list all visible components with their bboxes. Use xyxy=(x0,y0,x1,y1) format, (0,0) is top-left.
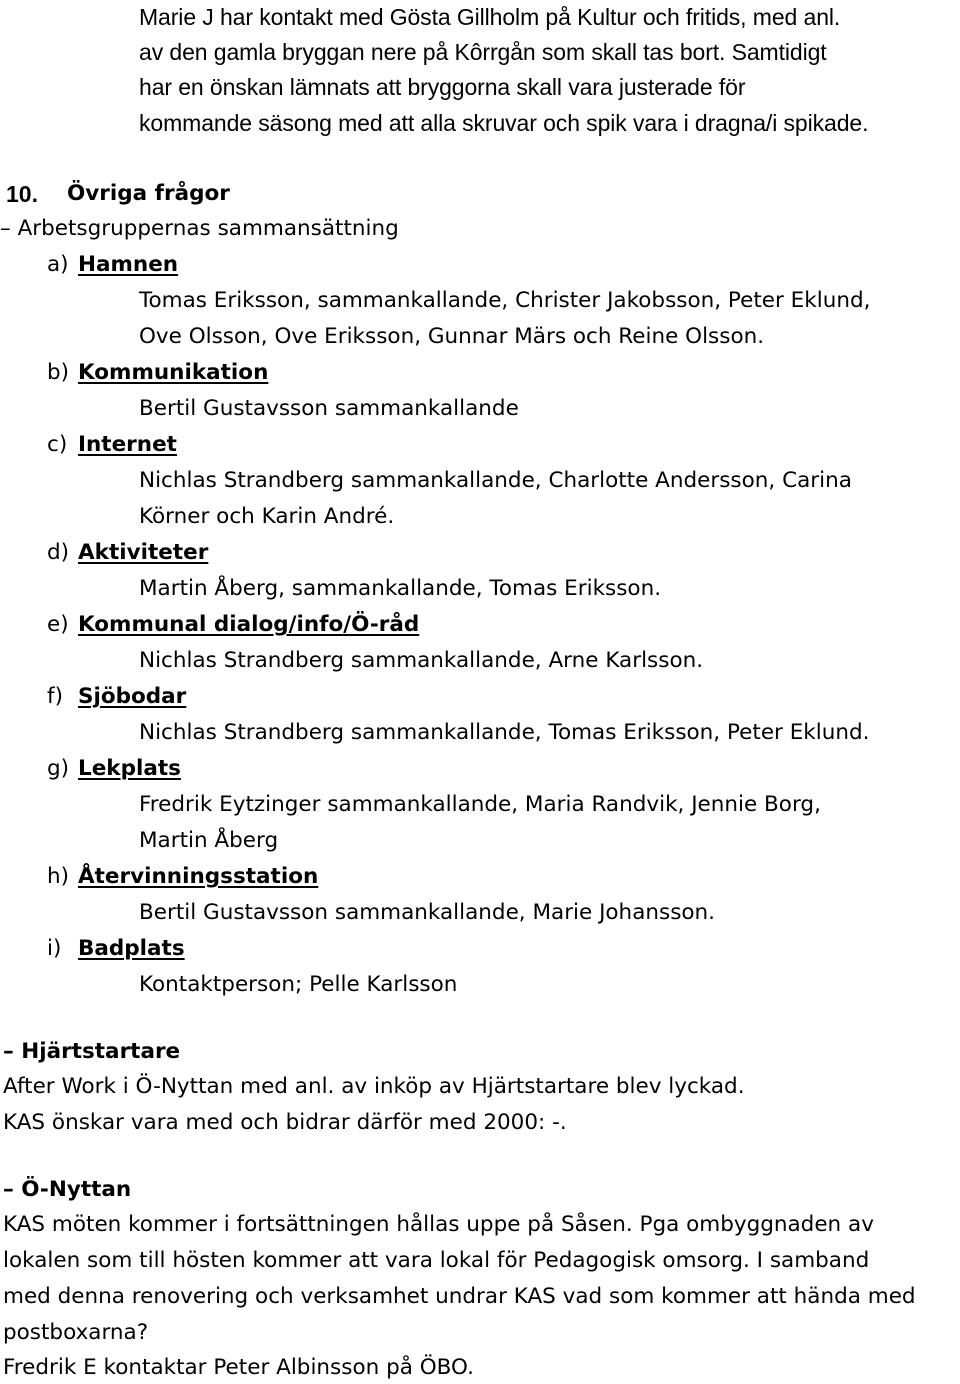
group-name-atervinningsstation: Återvinningsstation xyxy=(78,864,319,889)
group-members: Körner och Karin André. xyxy=(139,504,395,529)
group-letter: a) xyxy=(47,252,69,277)
onyttan-line: Fredrik E kontaktar Peter Albinsson på ÖBO. xyxy=(3,1355,474,1380)
section-title: Övriga frågor xyxy=(67,181,230,206)
group-letter: b) xyxy=(47,360,70,385)
group-name-kommunikation: Kommunikation xyxy=(78,360,269,385)
group-members: Nichlas Strandberg sammankallande, Charlotte Andersson, Carina xyxy=(139,468,852,493)
group-letter: c) xyxy=(47,432,68,457)
group-name-badplats: Badplats xyxy=(78,936,185,961)
section-number: 10. xyxy=(6,181,38,207)
group-members: Ove Olsson, Ove Eriksson, Gunnar Märs och Reine Olsson. xyxy=(139,324,765,349)
group-letter: f) xyxy=(47,684,63,709)
group-letter: e) xyxy=(47,612,69,637)
intro-line: Marie J har kontakt med Gösta Gillholm på Kultur och fritids, med anl. xyxy=(139,4,841,30)
intro-line: kommande säsong med att alla skruvar och spik vara i dragna/i spikade. xyxy=(139,110,869,136)
hjartstartare-line: After Work i Ö-Nyttan med anl. av inköp av Hjärtstartare blev lyckad. xyxy=(3,1074,745,1099)
intro-line: av den gamla bryggan nere på Kôrrgån som skall tas bort. Samtidigt xyxy=(139,39,827,65)
group-name-internet: Internet xyxy=(78,432,177,457)
group-name-sjobodar: Sjöbodar xyxy=(78,684,187,709)
group-letter: h) xyxy=(47,864,70,889)
section-subheading: – Arbetsgruppernas sammansättning xyxy=(0,216,399,241)
group-members: Fredrik Eytzinger sammankallande, Maria Randvik, Jennie Borg, xyxy=(139,792,821,817)
group-members: Bertil Gustavsson sammankallande xyxy=(139,396,519,421)
group-name-kommunal-dialog: Kommunal dialog/info/Ö-råd xyxy=(78,612,420,637)
group-name-lekplats: Lekplats xyxy=(78,756,181,781)
onyttan-line: lokalen som till hösten kommer att vara lokal för Pedagogisk omsorg. I samband xyxy=(3,1248,870,1273)
group-letter: g) xyxy=(47,756,70,781)
group-name-aktiviteter: Aktiviteter xyxy=(78,540,209,565)
group-members: Kontaktperson; Pelle Karlsson xyxy=(139,972,458,997)
group-members: Martin Åberg, sammankallande, Tomas Eriksson. xyxy=(139,576,662,601)
onyttan-line: med denna renovering och verksamhet undrar KAS vad som kommer att hända med xyxy=(3,1284,916,1309)
onyttan-heading: – Ö-Nyttan xyxy=(3,1177,132,1202)
hjartstartare-line: KAS önskar vara med och bidrar därför med 2000: -. xyxy=(3,1110,567,1135)
group-letter: i) xyxy=(47,936,62,961)
group-members: Nichlas Strandberg sammankallande, Arne Karlsson. xyxy=(139,648,704,673)
onyttan-line: postboxarna? xyxy=(3,1320,149,1345)
group-members: Bertil Gustavsson sammankallande, Marie Johansson. xyxy=(139,900,716,925)
group-name-hamnen: Hamnen xyxy=(78,252,179,277)
group-members: Martin Åberg xyxy=(139,828,279,853)
onyttan-line: KAS möten kommer i fortsättningen hållas uppe på Såsen. Pga ombyggnaden av xyxy=(3,1212,874,1237)
intro-line: har en önskan lämnats att bryggorna skall vara justerade för xyxy=(139,74,746,100)
hjartstartare-heading: – Hjärtstartare xyxy=(3,1039,181,1064)
group-members: Nichlas Strandberg sammankallande, Tomas Eriksson, Peter Eklund. xyxy=(139,720,870,745)
group-letter: d) xyxy=(47,540,70,565)
group-members: Tomas Eriksson, sammankallande, Christer Jakobsson, Peter Eklund, xyxy=(139,288,871,313)
